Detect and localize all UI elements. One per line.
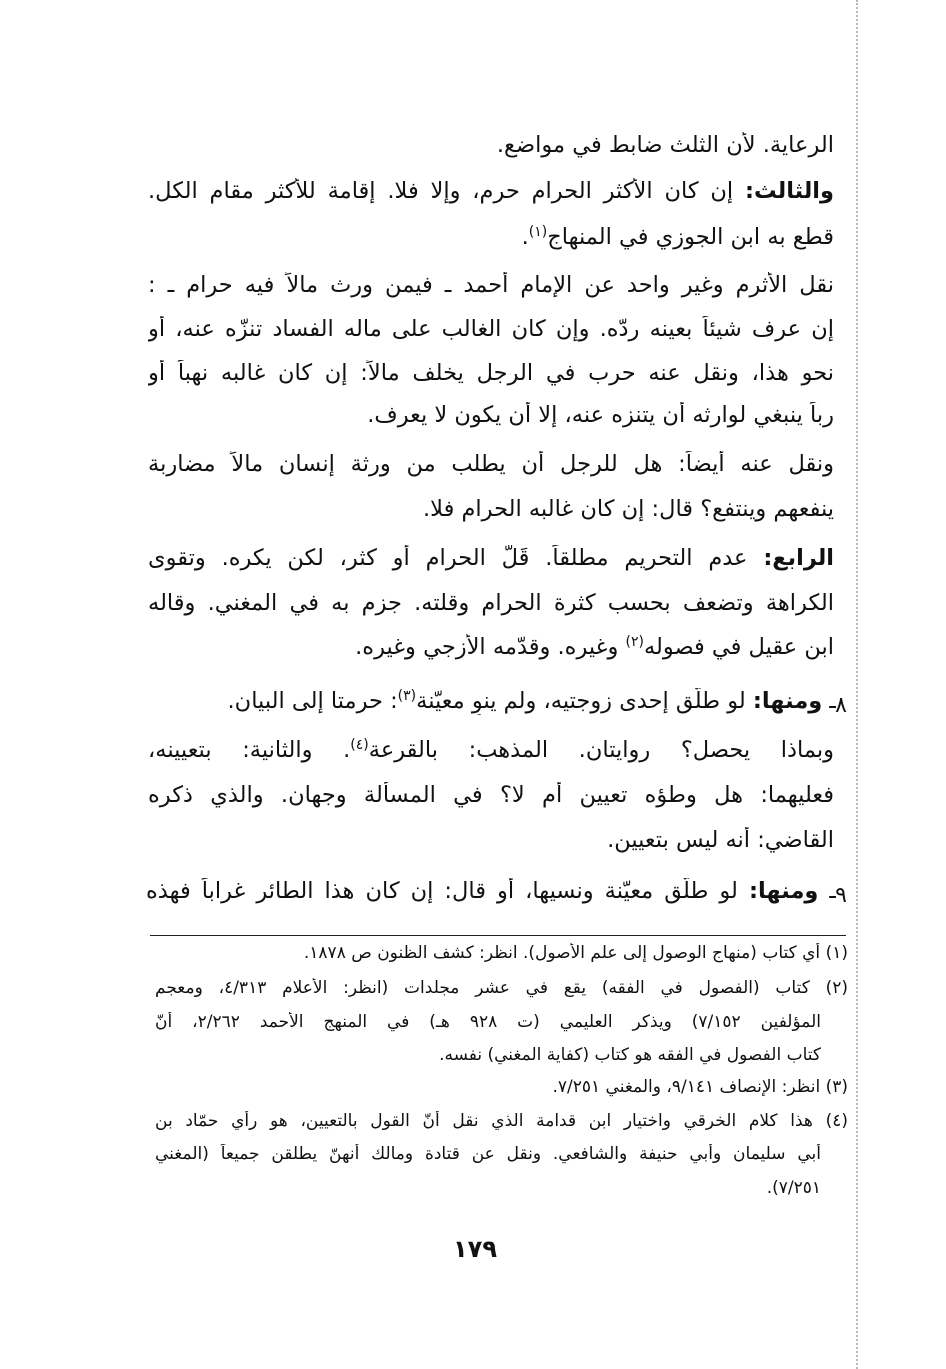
body-text: . والثانية: بتعيينه، xyxy=(148,737,351,763)
footnote-2 xyxy=(155,978,848,998)
body-text: . xyxy=(521,224,529,250)
footnote-separator xyxy=(150,935,846,936)
body-line-4 xyxy=(148,272,834,299)
body-text: ابن عقيل في فصوله xyxy=(643,634,834,660)
body-line-6 xyxy=(148,360,834,387)
body-line-9 xyxy=(148,496,834,523)
body-line-14 xyxy=(148,737,834,764)
footnote-text: انظر: الإنصاف ٩/١٤١، والمغني ٧/٢٥١. xyxy=(552,1077,821,1097)
body-text: : حرمتا إلى البيان. xyxy=(227,688,398,714)
footnote-ref-2[interactable]: (٢) xyxy=(625,634,644,650)
body-line-13 xyxy=(156,688,836,715)
body-line-7 xyxy=(148,402,834,429)
body-line-16 xyxy=(148,827,834,854)
footnote-ref-3[interactable]: (٣) xyxy=(397,688,417,704)
footnote-text: هذا كلام الخرقي واختيار ابن قدامة الذي نقل أنّ القول بالتعيين، هو رأي حمّاد بن xyxy=(155,1111,813,1131)
body-text: القاضي: أنه ليس بتعيين. xyxy=(607,827,834,853)
footnote-4 xyxy=(155,1111,848,1131)
footnote-ref-1[interactable]: (١) xyxy=(528,224,548,240)
body-line-11 xyxy=(148,590,834,617)
footnote-ref-4[interactable]: (٤) xyxy=(350,737,369,753)
body-text: عدم التحريم مطلقاً. قَلّ الحرام أو كثر، لكن يكره. وتقوى xyxy=(148,545,764,571)
footnote-text: المؤلفين ٧/١٥٢) ويذكر العليمي (ت ٩٢٨ هـ) في المنهج الأحمد ٢/٢٦٢، أنّ xyxy=(155,1012,821,1032)
body-line-12 xyxy=(148,634,834,661)
body-text: نحو هذا، ونقل عنه حرب في الرجل يخلف مالاً: إن كان غالبه نهباً أو xyxy=(148,360,834,386)
body-text: ـ xyxy=(822,688,836,714)
body-text: الرعاية. لأن الثلث ضابط في مواضع. xyxy=(496,132,834,158)
footnote-2-line-2 xyxy=(155,1012,821,1032)
footnote-text: كتاب الفصول في الفقه هو كتاب (كفاية المغني) نفسه. xyxy=(439,1045,821,1065)
body-text: ينفعهم وينتفع؟ قال: إن كان غالبه الحرام فلا. xyxy=(423,496,834,522)
body-text: ـ xyxy=(818,878,836,904)
body-line-2 xyxy=(148,178,834,205)
footnote-marker: (٣) xyxy=(825,1077,848,1097)
body-text: إن كان الأكثر الحرام حرم، وإلا فلا. إقامة للأكثر مقام الكل. xyxy=(148,178,745,204)
footnote-marker: (٤) xyxy=(825,1111,848,1131)
section-label-fourth: الرابع: xyxy=(763,545,834,571)
footnote-3 xyxy=(155,1077,848,1097)
footnote-text: كتاب (الفصول في الفقه) يقع في عشر مجلدات (انظر: الأعلام ٤/٣١٣، ومعجم xyxy=(155,978,810,998)
body-text: ونقل عنه أيضاً: هل للرجل أن يطلب من ورثة إنسان مالاً مضاربة xyxy=(148,451,834,477)
footnote-text: ٧/٢٥١). xyxy=(766,1178,821,1198)
footnote-1 xyxy=(155,943,848,963)
body-text: لو طلّق إحدى زوجتيه، ولم ينوِ معيّنة xyxy=(416,688,753,714)
footnote-marker: (١) xyxy=(825,943,848,963)
body-text: لو طلّق معيّنة ونسيها، أو قال: إن كان هذا الطائر غراباً فهذه xyxy=(146,878,749,904)
body-text: وبماذا يحصل؟ روايتان. المذهب: بالقرعة xyxy=(368,737,834,763)
body-text: نقل الأثرم وغير واحد عن الإمام أحمد ـ فيمن ورث مالاً فيه حرام ـ : xyxy=(148,272,834,298)
footnote-marker: (٢) xyxy=(825,978,848,998)
item-label-minha: ومنها: xyxy=(748,878,819,904)
body-line-5 xyxy=(148,316,834,343)
body-line-1 xyxy=(148,132,834,159)
footnote-4-line-2 xyxy=(155,1144,821,1164)
body-line-10 xyxy=(148,545,834,572)
section-label-third: والثالث: xyxy=(744,178,834,204)
body-line-15 xyxy=(148,782,834,809)
item-label-minha: ومنها: xyxy=(752,688,823,714)
footnote-4-line-3 xyxy=(155,1178,821,1198)
body-line-3 xyxy=(148,224,834,251)
body-text: الكراهة وتضعف بحسب كثرة الحرام وقلته. جزم به في المغني. وقاله xyxy=(148,590,834,616)
body-text: وغيره. وقدّمه الأزجي وغيره. xyxy=(355,634,626,660)
item-number-9: ٩ xyxy=(835,883,847,908)
body-text: فعليهما: هل وطؤه تعيين أم لا؟ في المسألة وجهان. والذي ذكره xyxy=(148,782,834,808)
body-line-8 xyxy=(148,451,834,478)
body-text: إن عرف شيئاً بعينه ردّه. وإن كان الغالب على ماله الفساد تنزّه عنه، أو xyxy=(148,316,834,342)
body-text: قطع به ابن الجوزي في المنهاج xyxy=(547,224,834,250)
body-line-17 xyxy=(146,878,836,905)
body-text: رباً ينبغي لوارثه أن يتنزه عنه، إلا أن يكون لا يعرف. xyxy=(367,402,834,428)
footnote-text: أبي سليمان وأبي حنيفة والشافعي. ونقل عن قتادة ومالك أنهنّ يطلقن جميعاً (المغني xyxy=(155,1144,821,1164)
page-number: ١٧٩ xyxy=(453,1235,497,1263)
item-number-8: ٨ xyxy=(835,693,847,718)
footnote-2-line-3 xyxy=(155,1045,821,1065)
footnote-text: أي كتاب (منهاج الوصول إلى علم الأصول). انظر: كشف الظنون ص ١٨٧٨. xyxy=(303,943,821,963)
